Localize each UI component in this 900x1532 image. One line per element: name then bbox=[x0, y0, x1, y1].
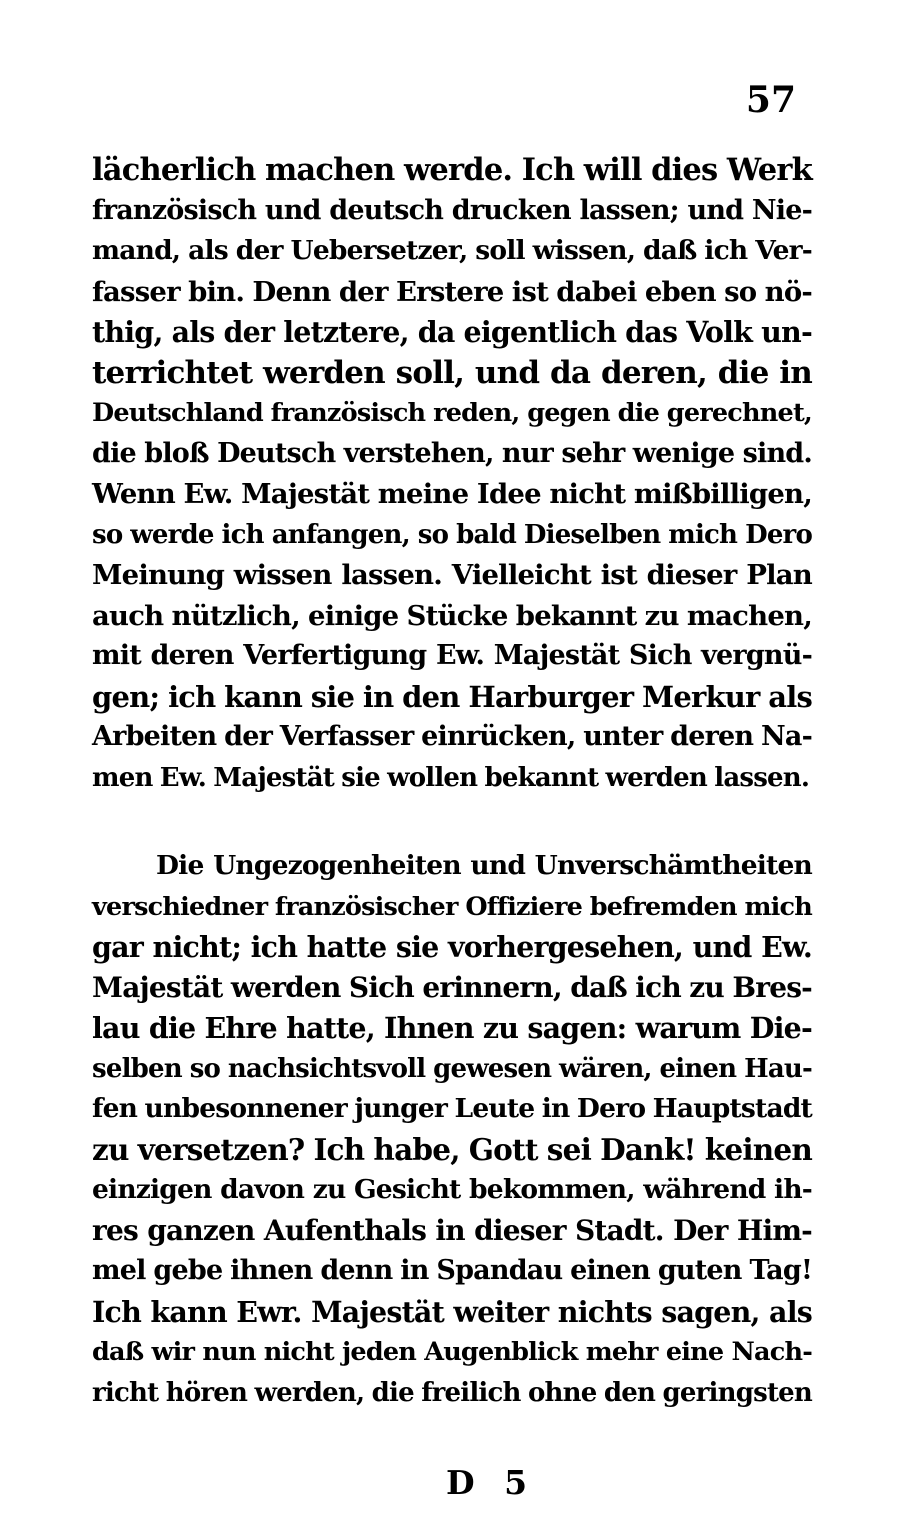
text-line: Meinung wissen lassen. Vielleicht ist dieser Plan bbox=[92, 559, 812, 591]
text-line: lau die Ehre hatte, Ihnen zu sagen: warum Die- bbox=[92, 1011, 812, 1045]
text-line: Arbeiten der Verfasser einrücken, unter deren Na- bbox=[92, 721, 812, 752]
text-line: thig, als der letztere, da eigentlich das Volk un- bbox=[92, 315, 812, 349]
page-number: 57 bbox=[745, 79, 796, 121]
text-line: gen; ich kann sie in den Harburger Merkur als bbox=[92, 679, 812, 714]
text-line: gar nicht; ich hatte sie vorhergesehen, und Ew. bbox=[92, 930, 812, 964]
text-line: terrichtet werden soll, und da deren, die in bbox=[92, 354, 812, 391]
text-line: Ich kann Ewr. Majestät weiter nichts sagen, als bbox=[92, 1294, 812, 1329]
text-line: so werde ich anfangen, so bald Dieselben mich Dero bbox=[92, 519, 812, 550]
paragraph bbox=[92, 150, 812, 798]
text-line: res ganzen Aufenthals in dieser Stadt. Der Him- bbox=[92, 1213, 812, 1247]
text-line: zu versetzen? Ich habe, Gott sei Dank! keinen bbox=[92, 1131, 812, 1167]
text-line: auch nützlich, einige Stücke bekannt zu machen, bbox=[92, 599, 812, 632]
text-line: mit deren Verfertigung Ew. Majestät Sich vergnü- bbox=[92, 640, 812, 671]
text-line: verschiedner französischer Offiziere befremden mich bbox=[92, 891, 812, 922]
text-line: daß wir nun nicht jeden Augenblick mehr eine Nach- bbox=[92, 1337, 812, 1367]
text-line: richt hören werden, die freilich ohne den geringsten bbox=[92, 1377, 812, 1408]
text-line: Wenn Ew. Majestät meine Idee nicht mißbilligen, bbox=[92, 478, 812, 510]
text-line: die bloß Deutsch verstehen, nur sehr wenige sind. bbox=[92, 437, 812, 469]
text-line: mel gebe ihnen denn in Spandau einen guten Tag! bbox=[92, 1255, 812, 1286]
text-line: mand, als der Uebersetzer, soll wissen, daß ich Ver- bbox=[92, 235, 812, 266]
text-line: französisch und deutsch drucken lassen; und Nie- bbox=[92, 194, 812, 226]
paragraph bbox=[92, 846, 812, 1413]
text-line: fen unbesonnener junger Leute in Dero Hauptstadt bbox=[92, 1093, 812, 1124]
text-line: fasser bin. Denn der Erstere ist dabei eben so nö- bbox=[92, 275, 812, 308]
signature-mark: D 5 bbox=[446, 1463, 528, 1502]
text-line: selben so nachsichtsvoll gewesen wären, einen Hau- bbox=[92, 1053, 812, 1084]
text-line: Die Ungezogenheiten und Unverschämtheiten bbox=[156, 850, 812, 881]
text-line: Deutschland französisch reden, gegen die gerechnet, bbox=[92, 398, 812, 428]
text-line: lächerlich machen werde. Ich will dies Werk bbox=[92, 152, 812, 188]
text-line: Majestät werden Sich erinnern, daß ich zu Bres- bbox=[92, 970, 812, 1004]
text-line: men Ew. Majestät sie wollen bekannt werden lassen. bbox=[92, 762, 810, 793]
text-line: einzigen davon zu Gesicht bekommen, während ih- bbox=[92, 1174, 812, 1205]
